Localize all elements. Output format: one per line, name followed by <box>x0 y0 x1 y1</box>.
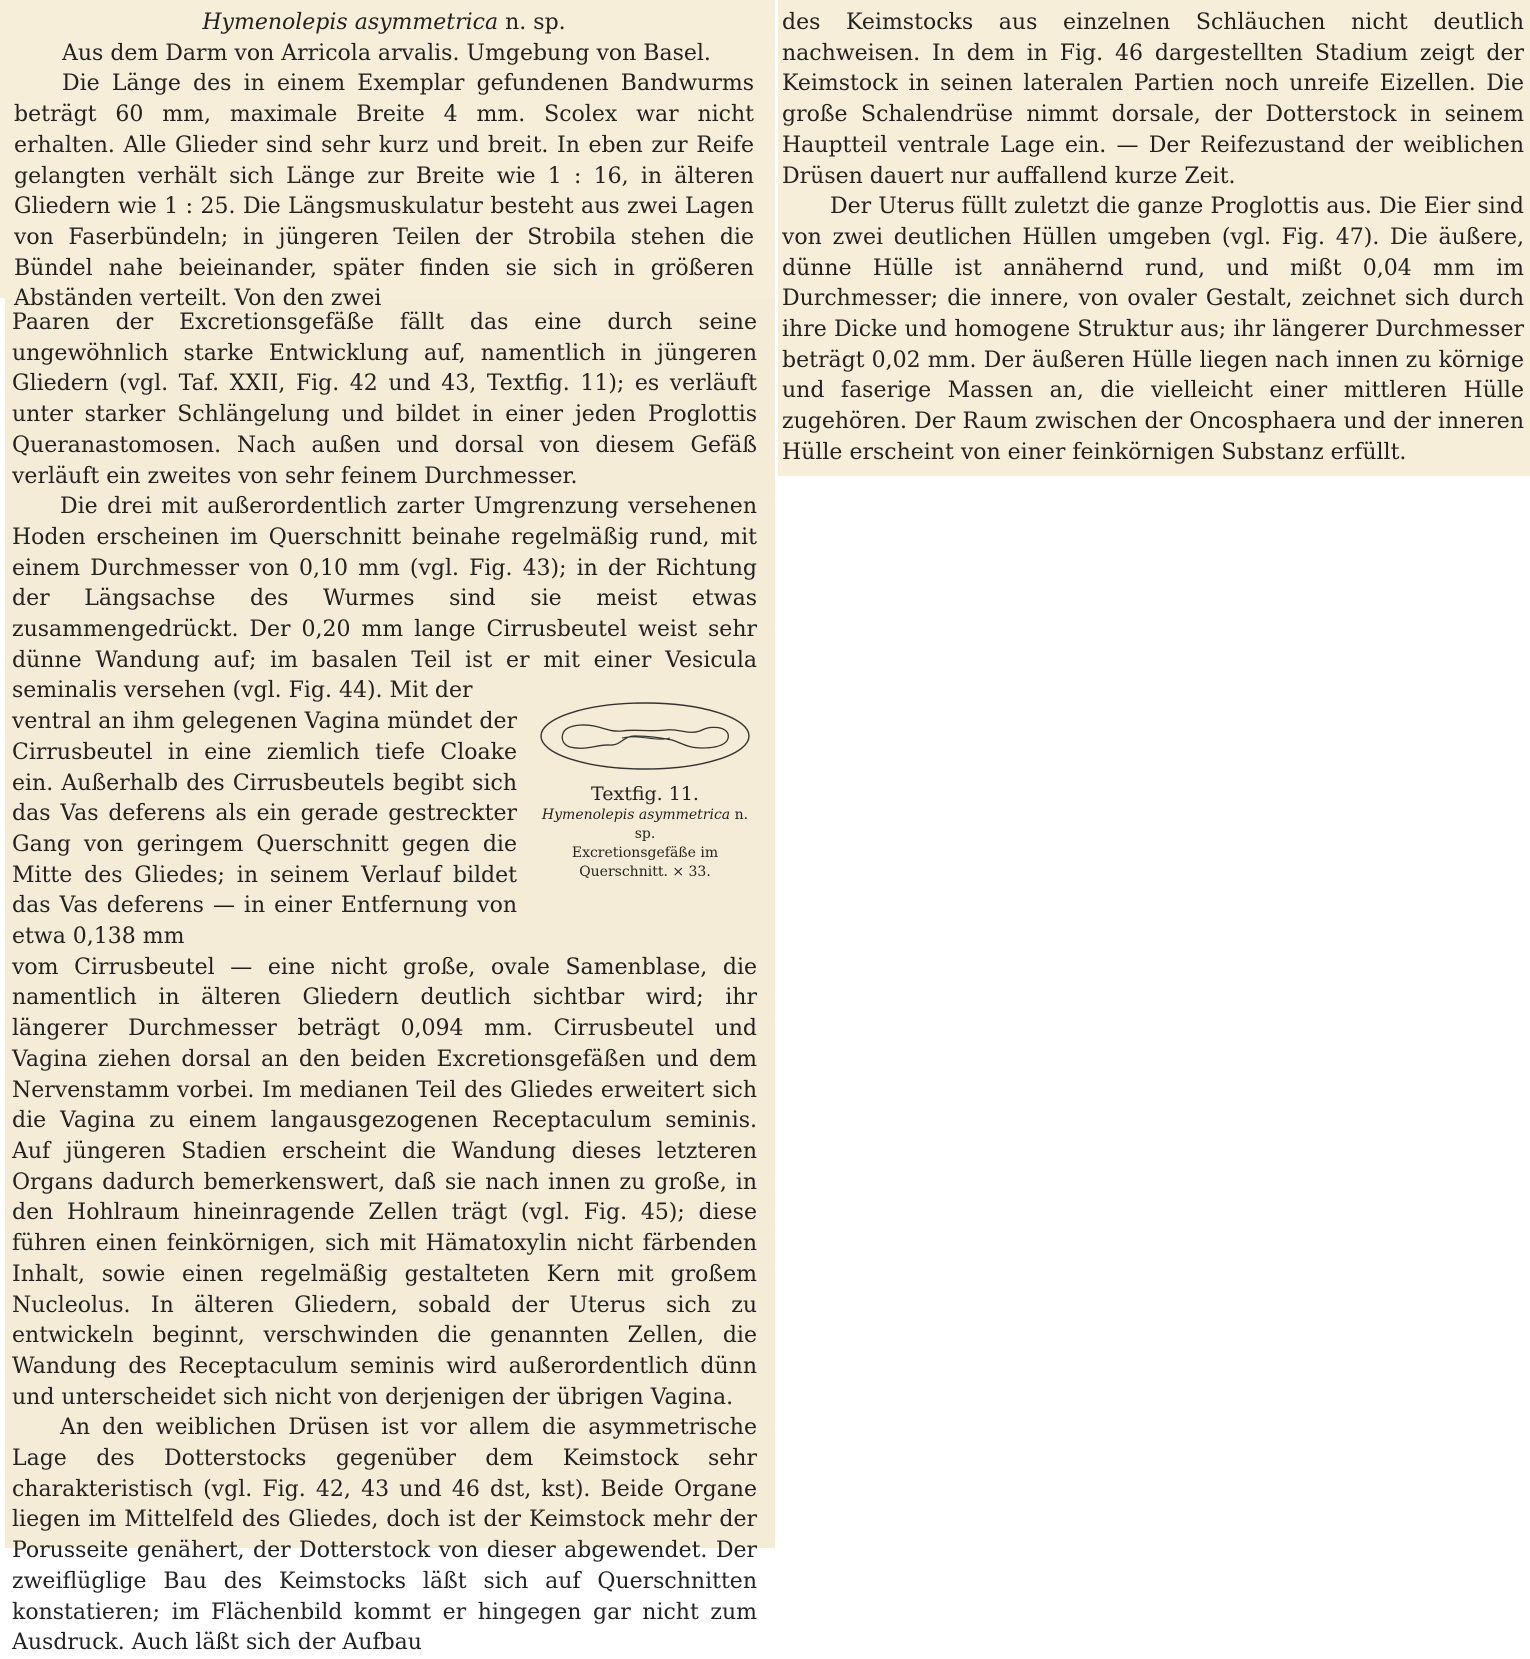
female-glands-paragraph: An den weiblichen Drüsen ist vor allem die asymmetrische Lage des Dotterstocks gegenüber dem Keimstock sehr charakteristisch (vgl. Fig. 42, 43 und 46 dst, kst). Beide Organe liegen im Mittelfeld des Gliedes, doch ist der Keimstock mehr der Porusseite genähert, der Dotterstock von dieser abgewendet. Der zweiflüglige Bau des Keimstocks läßt sich auf Querschnitten konstatieren; im Flächenbild kommt er hingegen gar nicht zum Ausdruck. Auch läßt sich der Aufbau <box>12 1415 757 1656</box>
figure-species-tail: n. sp. <box>634 807 749 842</box>
host-locality-paragraph: Aus dem Darm von Arricola arvalis. Umgebung von Basel. <box>62 40 711 66</box>
species-heading-name: Hymenolepis asymmetrica <box>202 10 499 35</box>
testes-paragraph-a: Die drei mit außerordentlich zarter Umgrenzung versehenen Hoden erscheinen im Querschnitt beinahe regelmäßig rund, mit einem Durchmesser von 0,10 mm (vgl. Fig. 43); in der Richtung der Längsachse des Wurmes sind sie meist etwas zusammengedrückt. Der 0,20 mm lange Cirrusbeutel weist sehr dünne Wandung auf; im basalen Teil ist er mit einer Vesicula seminalis versehen (vgl. Fig. 44). Mit der <box>12 494 757 704</box>
excretory-paragraph: Paaren der Excretionsgefäße fällt das eine durch seine ungewöhnlich starke Entwicklung auf, namentlich in jüngeren Gliedern (vgl. Taf. XXII, Fig. 42 und 43, Textfig. 11); es verläuft unter starker Schlängelung und bildet in einer jeden Proglottis Queranastomosen. Nach außen und dorsal von diesem Gefäß verläuft ein zweites von sehr feinem Durchmesser. <box>12 310 757 489</box>
left-main-column <box>12 308 757 1659</box>
text-figure-11 <box>530 698 760 880</box>
left-top-column <box>14 8 754 315</box>
testes-paragraph-b: ventral an ihm gelegenen Vagina mündet der Cirrusbeutel in eine ziemlich tiefe Cloake ein. Außerhalb des Cirrusbeutels begibt sich das Vas deferens als ein gerade gestreckter Gang von geringem Querschnitt gegen die Mitte des Gliedes; in seinem Verlauf bildet das Vas deferens — in einer Entfernung von etwa 0,138 mm <box>12 709 517 950</box>
figure-species <box>530 806 760 844</box>
figure-label: Textfig. 11. <box>591 783 699 805</box>
species-heading <box>14 8 754 39</box>
excretory-vessel-drawing <box>538 698 753 776</box>
keimstock-paragraph: des Keimstocks aus einzelnen Schläuchen nicht deutlich nachweisen. In dem in Fig. 46 dargestellten Stadium zeigt der Keimstock in seinen lateralen Partien noch unreife Eizellen. Die große Schalendrüse nimmt dorsale, der Dotterstock in seinem Hauptteil ventrale Lage ein. — Der Reifezustand der weiblichen Drüsen dauert nur auffallend kurze Zeit. <box>782 10 1524 189</box>
right-column <box>782 8 1524 469</box>
species-heading-tail: n. sp. <box>505 10 566 35</box>
uterus-paragraph: Der Uterus füllt zuletzt die ganze Proglottis aus. Die Eier sind von zwei deutlichen Hüllen umgeben (vgl. Fig. 47). Die äußere, dünne Hülle ist annähernd rund, und mißt 0,04 mm im Durchmesser; die innere, von ovaler Gestalt, zeichnet sich durch ihre Dicke und homogene Struktur aus; ihr längerer Durchmesser beträgt 0,02 mm. Der äußeren Hülle liegen nach innen zu körnige und faserige Massen an, die vielleicht einer mittleren Hülle zugehören. Der Raum zwischen der Oncosphaera und der inneren Hülle erscheint von einer feinkörnigen Substanz erfüllt. <box>782 194 1524 465</box>
figure-species-name: Hymenolepis asymmetrica <box>541 807 731 823</box>
intro-paragraph: Die Länge des in einem Exemplar gefundenen Bandwurms beträgt 60 mm, maximale Breite 4 mm. Scolex war nicht erhalten. Alle Glieder sind sehr kurz und breit. In eben zur Reife gelangten verhält sich Länge zur Breite wie 1 : 16, in älteren Gliedern wie 1 : 25. Die Längsmuskulatur besteht aus zwei Lagen von Faserbündeln; in jüngeren Teilen der Strobila stehen die Bündel nahe beieinander, später finden sie sich in größeren Abständen verteilt. Von den zwei <box>14 71 754 312</box>
figure-caption: Excretionsgefäße im Querschnitt. × 33. <box>571 845 719 880</box>
testes-paragraph-c: vom Cirrusbeutel — eine nicht große, ovale Samenblase, die namentlich in älteren Gliedern deutlich sichtbar wird; ihr längerer Durchmesser beträgt 0,094 mm. Cirrusbeutel und Vagina ziehen dorsal an den beiden Excretionsgefäßen und dem Nervenstamm vorbei. Im medianen Teil des Gliedes erweitert sich die Vagina zu einem langausgezogenen Receptaculum seminis. Auf jüngeren Stadien erscheint die Wandung dieses letzteren Organs dadurch bemerkenswert, daß sie nach innen zu große, in den Hohlraum hineinragende Zellen trägt (vgl. Fig. 45); diese führen einen feinkörnigen, sich mit Hämatoxylin nicht färbenden Inhalt, sowie einen regelmäßig gestalteten Kern mit großem Nucleolus. In älteren Gliedern, sobald der Uterus sich zu entwickeln beginnt, verschwinden die genannten Zellen, die Wandung des Receptaculum seminis wird außerordentlich dünn und unterscheidet sich nicht von derjenigen der übrigen Vagina. <box>12 954 757 1410</box>
